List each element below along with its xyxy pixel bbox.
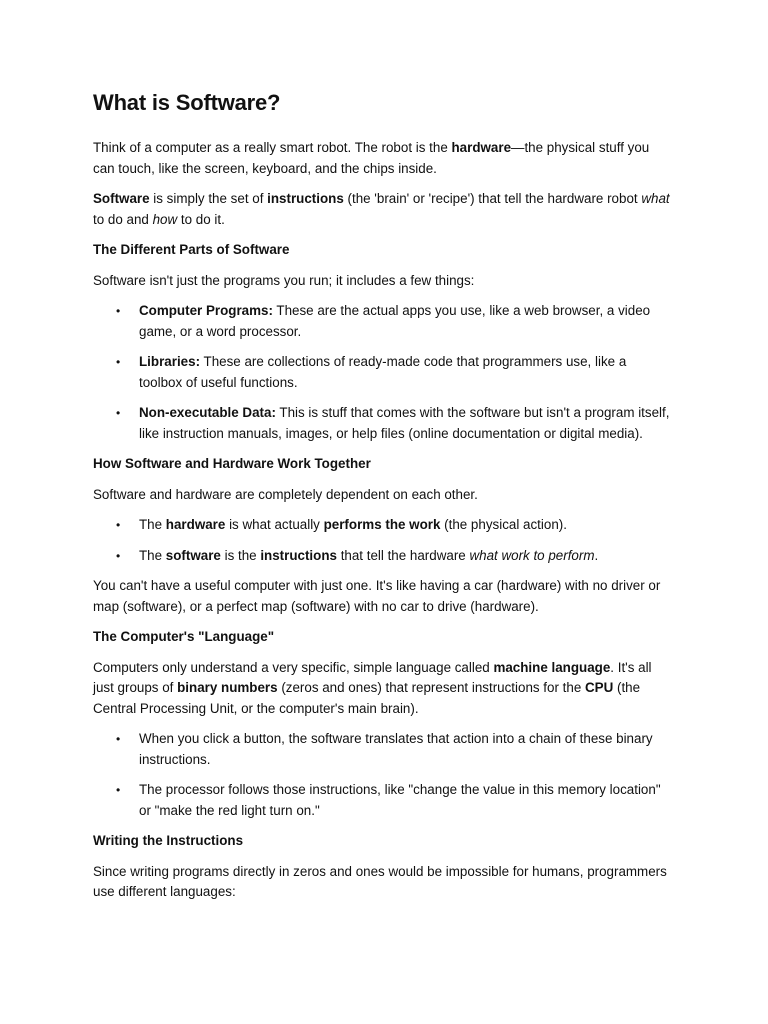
italic-term-what: what [641,191,670,206]
text-run: (the physical action). [440,517,567,532]
text-run: (zeros and ones) that represent instructions for the [277,680,585,695]
text-run: (the Central Processing Unit, or the computer's main brain). [93,680,641,716]
text-run: is the [220,547,261,563]
item-text: These are collections of ready-made code that programmers use, like a toolbox of useful functions. [139,354,627,390]
section-heading-writing: Writing the Instructions [93,833,244,848]
text-run: to do it. [177,211,225,227]
list-item [93,301,672,342]
text-run: The [139,547,166,563]
bold-term: performs the work [323,517,441,532]
section-heading-together: How Software and Hardware Work Together [93,456,371,471]
bullet-icon: • [116,783,121,797]
list-item [93,515,672,536]
writing-lead: Since writing programs directly in zeros and ones would be impossible for humans, programmers use different languages: [93,863,667,899]
intro-paragraph-1 [93,138,672,179]
intro-paragraph-2 [93,189,672,230]
parts-list [93,301,672,444]
item-text: This is stuff that comes with the software but isn't a program itself, like instruction manuals, images, or help files (online documentation or digital media). [139,405,670,441]
text-run: The [139,517,166,532]
item-text: These are the actual apps you use, like a web browser, a video game, or a word processor. [139,303,651,339]
list-item [93,729,672,770]
together-outro: You can't have a useful computer with just one. It's like having a car (hardware) with no driver or map (software), or a perfect map (software) with no car to drive (hardware). [93,578,661,614]
italic-term-how: how [152,211,178,227]
text-run: is simply the set of [149,191,268,206]
bold-term-hardware: hardware [451,140,512,155]
text-run: Computers only understand a very specific, simple language called [93,659,494,675]
item-text: The processor follows those instructions, like "change the value in this memory location" or "make the red light turn on." [139,782,661,818]
text-run: that tell the hardware [336,547,470,563]
bullet-icon: • [116,518,121,532]
page-title: What is Software? [93,90,281,115]
together-lead: Software and hardware are completely dependent on each other. [93,486,478,502]
language-list [93,729,672,821]
language-lead [93,658,672,720]
text-run: Think of a computer as a really smart robot. The robot is the [93,140,452,155]
text-run: . [594,547,599,563]
text-run: . It's all just groups of [93,659,652,695]
bold-term-software: Software [93,191,150,206]
item-label: Non-executable Data: [139,405,276,420]
parts-lead: Software isn't just the programs you run; it includes a few things: [93,272,475,288]
section-heading-parts: The Different Parts of Software [93,242,290,257]
list-item [93,352,672,393]
bold-term: instructions [260,547,337,563]
list-item [93,780,672,821]
bullet-icon: • [116,732,121,746]
bold-term: CPU [585,680,614,695]
text-run: (the 'brain' or 'recipe') that tell the hardware robot [343,191,642,206]
bold-term: binary numbers [177,680,278,695]
bold-term-instructions: instructions [267,191,344,206]
section-heading-language: The Computer's "Language" [93,629,275,644]
bullet-icon: • [116,304,121,318]
bold-term: software [165,547,221,563]
together-list [93,515,672,566]
bullet-icon: • [116,406,121,420]
text-run: to do and [93,211,153,227]
item-label: Computer Programs: [139,303,273,318]
list-item [93,546,672,567]
text-run: is what actually [225,517,324,532]
italic-term: what work to perform [469,547,595,563]
item-label: Libraries: [139,354,201,369]
bullet-icon: • [116,355,121,369]
item-text: When you click a button, the software translates that action into a chain of these binary instructions. [139,731,653,767]
text-run: —the physical stuff you can touch, like the screen, keyboard, and the chips inside. [93,140,650,176]
bold-term: machine language [493,659,611,675]
list-item [93,403,672,444]
bullet-icon: • [116,548,121,563]
bold-term: hardware [165,517,226,532]
